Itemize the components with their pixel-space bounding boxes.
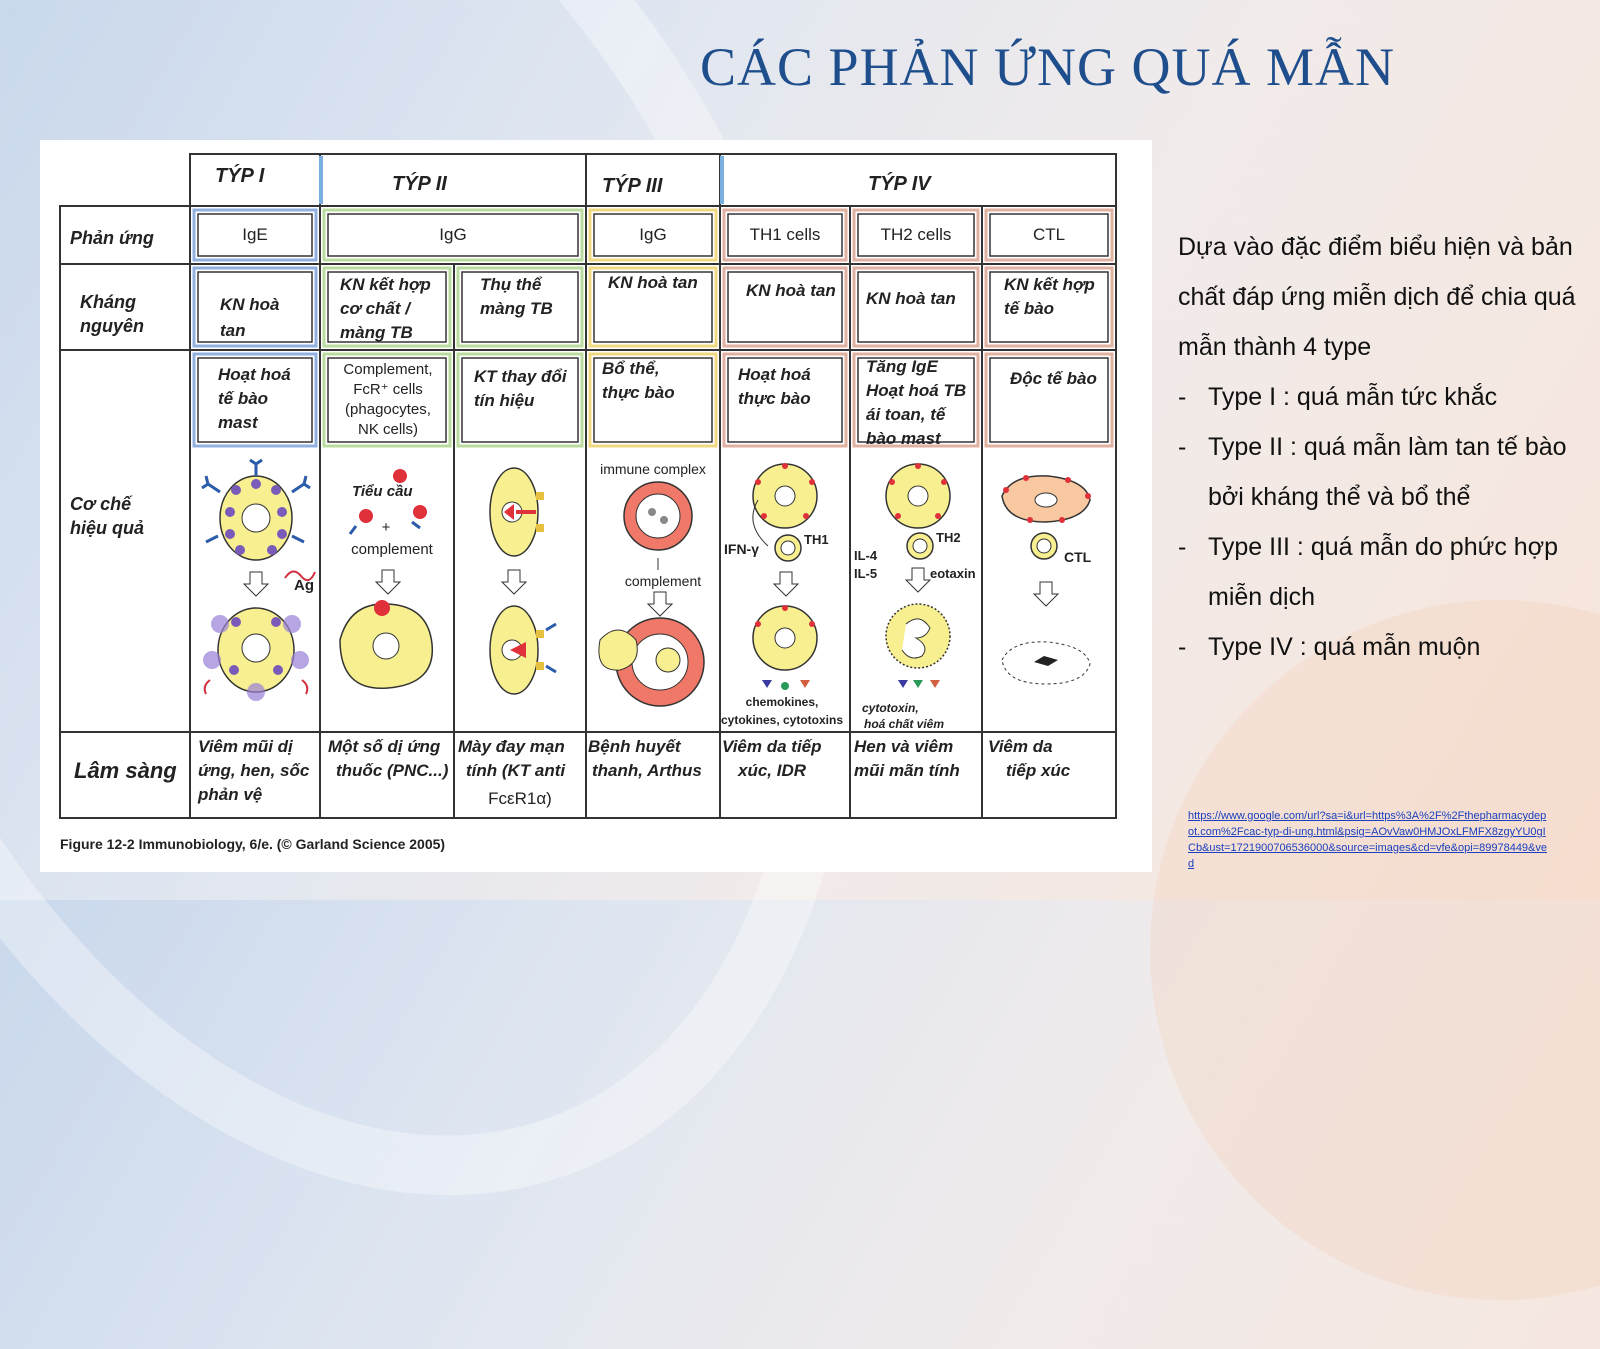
complement-label: complement xyxy=(624,573,702,589)
clinical-cell: Bệnh huyết xyxy=(588,737,681,756)
th2-label: TH2 xyxy=(936,530,961,545)
antigen-cell: Thụ thể xyxy=(480,275,542,294)
side-text xyxy=(1178,222,1588,672)
type-list-item: - Type III : quá mẫn do phức hợp miễn dịch xyxy=(1178,522,1588,622)
antigen-cell: màng TB xyxy=(340,323,413,342)
clinical-cell: ứng, hen, sốc xyxy=(198,761,310,780)
figure-caption: Figure 12-2 Immunobiology, 6/e. (© Garland Science 2005) xyxy=(60,836,446,852)
clinical-cell: Một số dị ứng xyxy=(328,737,441,756)
clinical-cell: tiếp xúc xyxy=(1006,761,1071,780)
mechanism-row xyxy=(218,357,1097,448)
ifn-label: IFN-γ xyxy=(724,541,759,557)
clinical-cell: Viêm da xyxy=(988,737,1053,756)
mechanism-cell: thực bào xyxy=(602,383,675,402)
antigen-cell: cơ chất / xyxy=(340,299,410,318)
clinical-cell: tính (KT anti xyxy=(466,761,566,780)
th1-label: TH1 xyxy=(804,532,829,547)
clinical-row xyxy=(197,737,1071,808)
clinical-cell: mũi mãn tính xyxy=(854,761,960,780)
header-type3: TÝP III xyxy=(602,175,663,197)
ctl-label: CTL xyxy=(1064,549,1092,565)
antigen-cell: KN kết hợp xyxy=(340,275,431,294)
il5-label: IL-5 xyxy=(854,566,878,581)
mechanism-cell: Hoạt hoá xyxy=(218,365,291,384)
clinical-cell: FcεR1α) xyxy=(488,789,552,808)
platelet-diagram xyxy=(340,469,432,688)
header-type1: TÝP I xyxy=(215,165,265,187)
inner-box-borders xyxy=(198,214,1108,442)
reaction-cell: CTL xyxy=(1032,225,1066,244)
table-grid xyxy=(60,206,1116,818)
chemokines-label: cytokines, cytotoxins xyxy=(720,713,844,727)
slide-title: CÁC PHẢN ỨNG QUÁ MẪN xyxy=(700,37,1395,97)
header-type4: TÝP IV xyxy=(868,173,931,195)
antigen-cell: KN hoà tan xyxy=(746,281,836,300)
clinical-cell: thuốc (PNC...) xyxy=(336,761,449,780)
mechanism-cell: Complement, xyxy=(343,361,433,378)
mechanism-cell: FcR⁺ cells xyxy=(353,381,423,398)
complement-label: complement xyxy=(351,541,433,558)
tieu-cau-label: Tiểu cầu xyxy=(352,483,413,500)
clinical-cell: Viêm mũi dị xyxy=(198,737,293,756)
mechanism-cell: bào mast xyxy=(866,429,941,448)
row-label-mechanism-2: hiệu quả xyxy=(70,518,145,538)
mechanism-cell: mast xyxy=(218,413,258,432)
type-list-item: - Type II : quá mẫn làm tan tế bào bởi kháng thể và bổ thể xyxy=(1178,422,1588,522)
mechanism-cell: ái toan, tế xyxy=(866,405,946,424)
row-label-antigen-1: Kháng xyxy=(80,292,136,312)
mechanism-cell: thực bào xyxy=(738,389,811,408)
reaction-row xyxy=(242,225,1065,244)
source-link[interactable]: https://www.google.com/url?sa=i&url=https%3A%2F%2Fthepharmacydepot.com%2Fcac-typ-di-ung.html&psig=AOvVaw0HMJOxLFMFX8zgyYU0gICb&ust=1721900706536000&source=images&cd=vfe&opi=89978449&ved xyxy=(1188,810,1548,870)
mechanism-cell: Bổ thể, xyxy=(602,359,660,378)
clinical-cell: phản vệ xyxy=(198,785,263,804)
cytotoxin-label: cytotoxin, xyxy=(862,701,919,715)
mechanism-cell: NK cells) xyxy=(357,421,419,438)
mechanism-cell: (phagocytes, xyxy=(345,401,431,418)
clinical-cell: Hen và viêm xyxy=(854,737,954,756)
clinical-cell: Mày đay mạn xyxy=(458,737,565,756)
plus-label: + xyxy=(381,519,391,536)
mechanism-cell: KT thay đổi xyxy=(474,367,567,386)
clinical-cell: thanh, Arthus xyxy=(592,761,702,780)
antigen-cell: KN hoà tan xyxy=(866,289,956,308)
cytotoxin-label: hoá chất viêm xyxy=(864,717,945,731)
ctl-diagram xyxy=(1002,475,1091,684)
reaction-cell: IgE xyxy=(242,225,268,244)
mechanism-cell: Hoạt hoá TB xyxy=(866,381,967,400)
mechanism-cell: tế bào xyxy=(218,389,269,408)
ag-label: Ag xyxy=(294,577,314,594)
mechanism-cell: Tăng IgE xyxy=(866,357,938,376)
th1-diagram xyxy=(753,463,817,690)
mechanism-cell: Độc tế bào xyxy=(1010,369,1097,388)
antigen-cell: KN hoà xyxy=(220,295,280,314)
type-list xyxy=(1178,372,1588,672)
clinical-cell: xúc, IDR xyxy=(738,761,807,780)
mechanism-cell: Hoạt hoá xyxy=(738,365,811,384)
il4-label: IL-4 xyxy=(854,548,878,563)
row-label-clinical: Lâm sàng xyxy=(74,758,177,783)
vessel-diagram xyxy=(599,482,704,706)
antigen-cell: màng TB xyxy=(480,299,553,318)
antigen-row xyxy=(220,273,1095,342)
antigen-cell: KN kết hợp xyxy=(1004,275,1095,294)
header-type2-cell xyxy=(320,154,586,206)
antigen-cell: tan xyxy=(220,321,246,340)
side-intro: Dựa vào đặc điểm biểu hiện và bản chất đáp ứng miễn dịch để chia quá mẫn thành 4 type xyxy=(1178,233,1576,361)
row-label-mechanism-1: Cơ chế xyxy=(70,494,132,514)
hypersensitivity-figure xyxy=(40,140,1152,872)
chemokines-label: chemokines, xyxy=(745,695,819,709)
immune-complex-label: immune complex xyxy=(600,461,706,477)
figure-table-svg xyxy=(40,140,1152,872)
receptor-cell-diagram xyxy=(490,468,556,694)
type-list-item: - Type IV : quá mẫn muộn xyxy=(1178,622,1588,672)
eotaxin-label: eotaxin xyxy=(930,566,976,581)
antigen-cell: tế bào xyxy=(1004,299,1055,318)
reaction-cell: IgG xyxy=(439,225,467,244)
antigen-cell: KN hoà tan xyxy=(608,273,698,292)
reaction-cell: IgG xyxy=(639,225,667,244)
reaction-cell: TH1 cells xyxy=(749,225,821,244)
background-blob xyxy=(1150,600,1600,1300)
mechanism-cell: tín hiệu xyxy=(474,391,535,410)
reaction-cell: TH2 cells xyxy=(880,225,952,244)
row-label-antigen-2: nguyên xyxy=(80,316,145,336)
header-type2: TÝP II xyxy=(392,173,447,195)
clinical-cell: Viêm da tiếp xyxy=(722,737,822,756)
row-label-reaction: Phản ứng xyxy=(70,228,154,248)
type-list-item: - Type I : quá mẫn tức khắc xyxy=(1178,372,1588,422)
